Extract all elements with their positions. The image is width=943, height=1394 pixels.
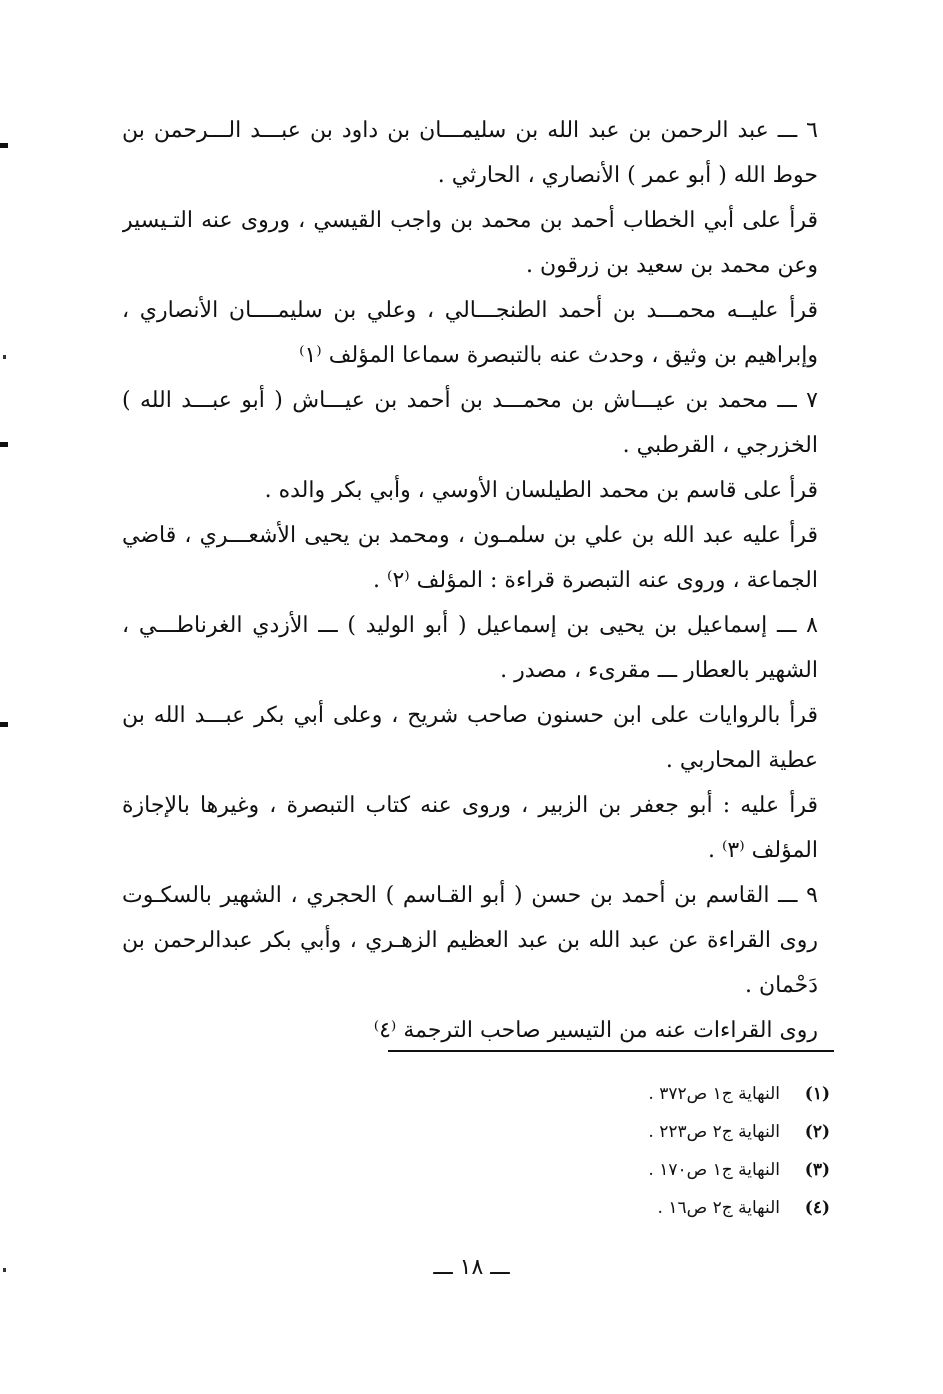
footnote-text: النهاية ج١ ص١٧٠ . bbox=[648, 1160, 780, 1180]
text-line: حوط الله ( أبو عمر ) الأنصاري ، الحارثي . bbox=[437, 163, 818, 188]
text-line: الجماعة ، وروى عنه التبصرة قراءة : المؤلف ⁽٢⁾ . bbox=[373, 568, 818, 593]
text-line: وعن محمد بن سعيد بن زرقون . bbox=[526, 253, 818, 278]
footnote-text: النهاية ج٢ ص١٦ . bbox=[657, 1198, 780, 1218]
text-line: قرأ على قاسم بن محمد الطيلسان الأوسي ، وأبي بكر والده . bbox=[264, 478, 818, 503]
footnote-number: (١) bbox=[804, 1084, 830, 1104]
footnote-number: (٤) bbox=[804, 1198, 830, 1218]
footnote bbox=[560, 1189, 830, 1227]
text-line: ٧ ـــ محمد بن عيـــاش بن محمـــد بن أحمد بن عيـــاش ( أبو عبـــد الله ) bbox=[122, 388, 818, 413]
footnote bbox=[560, 1151, 830, 1189]
text-line: روى القراءات عنه من التيسير صاحب الترجمة ⁽٤⁾ bbox=[373, 1018, 818, 1043]
footnote-text: النهاية ج٢ ص٢٢٣ . bbox=[648, 1122, 780, 1142]
footnote-number: (٣) bbox=[804, 1160, 830, 1180]
text-line: دَحْمان . bbox=[745, 973, 818, 998]
margin-dot bbox=[3, 1268, 6, 1272]
text-line: قرأ على أبي الخطاب أحمد بن محمد بن واجب القيسي ، وروى عنه التـيسير bbox=[122, 208, 818, 233]
margin-dot bbox=[3, 355, 6, 359]
body-text bbox=[122, 108, 818, 1053]
text-line: ٩ ـــ القاسم بن أحمد بن حسن ( أبو القـاسم ) الحجري ، الشهير بالسكـوت bbox=[122, 883, 818, 908]
footnote bbox=[560, 1075, 830, 1113]
text-line: قرأ بالروايات على ابن حسنون صاحب شريح ، وعلى أبي بكر عبـــد الله بن bbox=[122, 703, 818, 728]
text-line: ٦ ـــ عبد الرحمن بن عبد الله بن سليمـــان بن داود بن عبـــد الـــرحمن بن bbox=[122, 118, 818, 143]
margin-mark bbox=[0, 722, 8, 727]
text-line: الشهير بالعطار ـــ مقرىء ، مصدر . bbox=[500, 658, 818, 683]
text-line: ٨ ـــ إسماعيل بن يحيى بن إسماعيل ( أبو الوليد ) ـــ الأزدي الغرناطـــي ، bbox=[122, 613, 818, 638]
page-number: ـــ ١٨ ـــ bbox=[433, 1255, 510, 1280]
footnotes bbox=[560, 1075, 830, 1227]
text-line: قرأ عليه عبد الله بن علي بن سلمـون ، ومحمد بن يحيى الأشعـــري ، قاضي bbox=[122, 523, 818, 548]
text-line: وإبراهيم بن وثيق ، وحدث عنه بالتبصرة سماعا المؤلف ⁽١⁾ bbox=[299, 343, 818, 368]
text-line: روى القراءة عن عبد الله بن عبد العظيم الزهـري ، وأبي بكر عبدالرحمن بن bbox=[122, 928, 818, 953]
footnote-text: النهاية ج١ ص٣٧٢ . bbox=[648, 1084, 780, 1104]
text-line: قرأ عليــه محمـــد بن أحمد الطنجـــالي ، وعلي بن سليمــــان الأنصاري ، bbox=[122, 298, 818, 323]
text-line: عطية المحاربي . bbox=[665, 748, 818, 773]
text-line: قرأ عليه : أبو جعفر بن الزبير ، وروى عنه كتاب التبصرة ، وغيرها بالإجازة bbox=[122, 793, 818, 818]
footnote-divider bbox=[388, 1050, 834, 1052]
text-line: المؤلف ⁽٣⁾ . bbox=[708, 838, 818, 863]
text-line: الخزرجي ، القرطبي . bbox=[622, 433, 818, 458]
footnote-number: (٢) bbox=[804, 1122, 830, 1142]
margin-mark bbox=[0, 442, 8, 447]
margin-mark bbox=[0, 143, 8, 148]
footnote bbox=[560, 1113, 830, 1151]
